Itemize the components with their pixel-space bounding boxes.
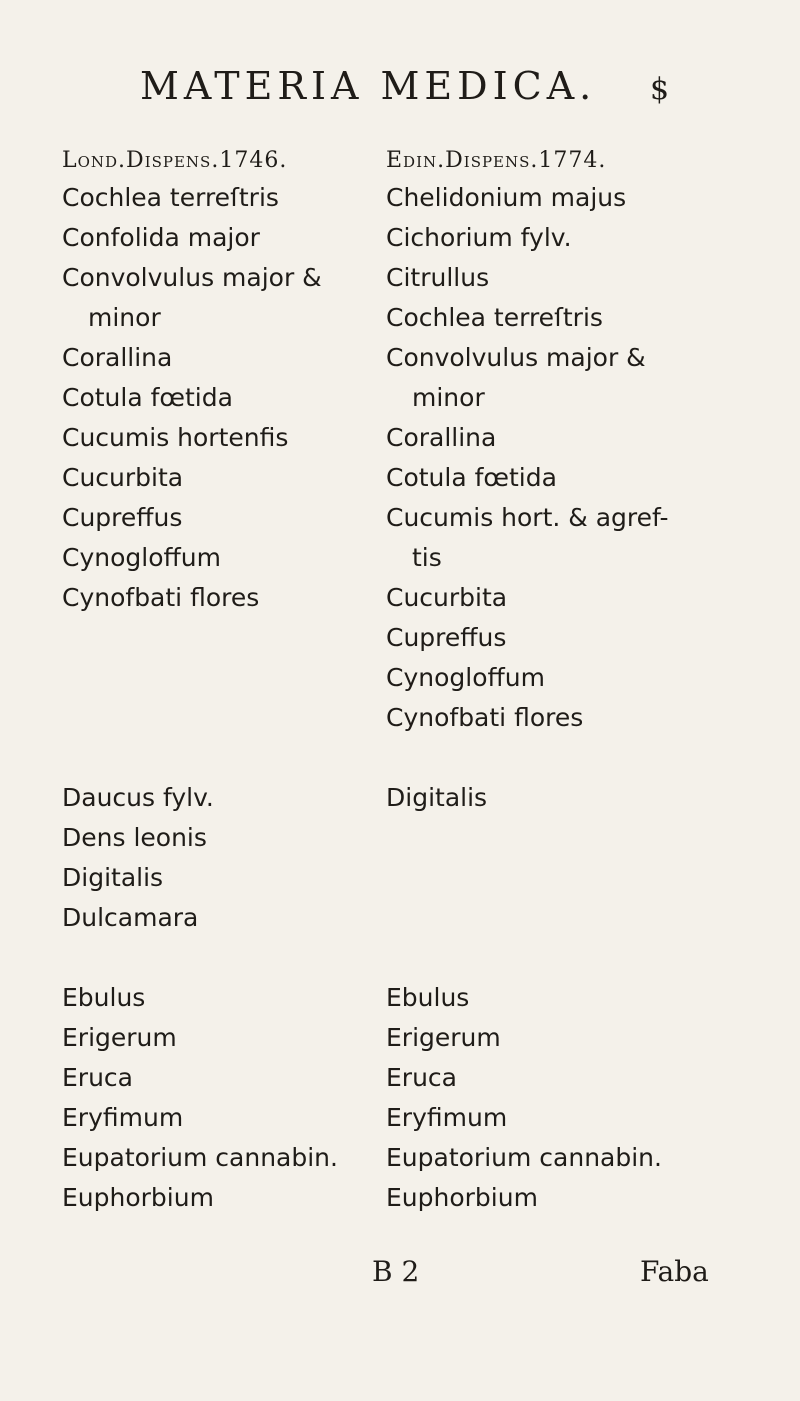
left-entry: Cupreffus xyxy=(62,503,183,532)
left-column xyxy=(62,178,338,1218)
left-entry: Cochlea terreſtris xyxy=(62,183,279,212)
right-group-spacer xyxy=(386,738,668,778)
right-entry-group xyxy=(386,778,668,978)
right-entry: Cotula fœtida xyxy=(386,463,557,492)
right-group-spacer xyxy=(386,938,668,978)
left-entry-group xyxy=(62,978,338,1218)
running-head: MATERIA MEDICA. xyxy=(140,64,597,108)
right-blank-row xyxy=(386,818,668,858)
right-entry: Corallina xyxy=(386,423,497,452)
left-entry: Ebulus xyxy=(62,983,146,1012)
right-entry: Cynofbati flores xyxy=(386,703,584,732)
right-blank-row xyxy=(386,898,668,938)
left-blank-row xyxy=(62,698,338,738)
right-entry: Chelidonium majus xyxy=(386,183,627,212)
left-entry-group xyxy=(62,178,338,778)
left-entry: Dulcamara xyxy=(62,903,199,932)
left-blank-row xyxy=(62,658,338,698)
right-entry: minor xyxy=(412,383,485,412)
right-entry: Eryfimum xyxy=(386,1103,508,1132)
right-entry-group xyxy=(386,178,668,778)
left-entry-group xyxy=(62,778,338,978)
right-entry: Ebulus xyxy=(386,983,470,1012)
left-entry: Confolida major xyxy=(62,223,260,252)
left-group-spacer xyxy=(62,738,338,778)
catchword: Faba xyxy=(640,1255,709,1288)
right-entry: Cichorium fylv. xyxy=(386,223,572,252)
right-entry: Cucumis hort. & agref- xyxy=(386,503,669,532)
signature-mark: B 2 xyxy=(372,1255,420,1288)
left-blank-row xyxy=(62,618,338,658)
left-entry: Corallina xyxy=(62,343,173,372)
right-entry: Erigerum xyxy=(386,1023,501,1052)
right-column-heading: Edin.Dispens.1774. xyxy=(386,148,607,173)
left-entry: Cynogloffum xyxy=(62,543,221,572)
right-entry: Cucurbita xyxy=(386,583,508,612)
right-entry-group xyxy=(386,978,668,1218)
right-blank-row xyxy=(386,858,668,898)
left-entry: minor xyxy=(88,303,161,332)
right-entry: Cupreffus xyxy=(386,623,507,652)
left-entry: Cynofbati flores xyxy=(62,583,260,612)
right-entry: Digitalis xyxy=(386,783,488,812)
right-entry: Euphorbium xyxy=(386,1183,538,1212)
left-entry: Dens leonis xyxy=(62,823,207,852)
left-entry: Eruca xyxy=(62,1063,133,1092)
left-entry: Eupatorium cannabin. xyxy=(62,1143,338,1172)
right-entry: Cynogloffum xyxy=(386,663,545,692)
left-entry: Convolvulus major & xyxy=(62,263,322,292)
right-column xyxy=(386,178,668,1218)
right-entry: Cochlea terreſtris xyxy=(386,303,603,332)
left-entry: Erigerum xyxy=(62,1023,177,1052)
left-entry: Digitalis xyxy=(62,863,164,892)
right-entry: Citrullus xyxy=(386,263,490,292)
left-entry: Cucumis hortenfis xyxy=(62,423,289,452)
left-column-heading: Lond.Dispens.1746. xyxy=(62,148,288,173)
page-number: $ xyxy=(650,72,670,107)
left-entry: Cotula fœtida xyxy=(62,383,233,412)
left-entry: Daucus fylv. xyxy=(62,783,214,812)
left-entry: Eryfimum xyxy=(62,1103,184,1132)
right-entry: Eupatorium cannabin. xyxy=(386,1143,662,1172)
left-group-spacer xyxy=(62,938,338,978)
left-entry: Cucurbita xyxy=(62,463,184,492)
left-entry: Euphorbium xyxy=(62,1183,214,1212)
right-entry: tis xyxy=(412,543,442,572)
right-entry: Eruca xyxy=(386,1063,457,1092)
right-entry: Convolvulus major & xyxy=(386,343,646,372)
